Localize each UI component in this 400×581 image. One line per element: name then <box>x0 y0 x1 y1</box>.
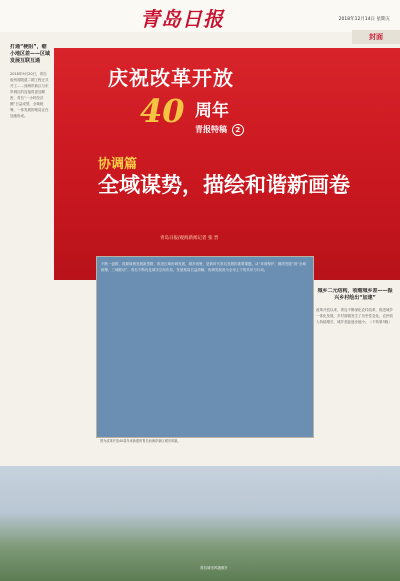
right-body-text: 改革开放以来，青岛不断深化农村改革，推进城乡一体化发展，乡村面貌发生了历史性变化，农民收入持续增长，城乡差距逐步缩小。（下转第3版） <box>316 308 393 324</box>
banner-title: 庆祝改革开放 <box>108 66 234 90</box>
series-number: 2 <box>232 124 244 136</box>
photo-caption: 图为改革开放40周年来新建的青岛西海岸新区城市风貌。 <box>100 439 181 443</box>
photo-overlay-text: 不断一盘棋，抓紧谋划发展新思路，推进区域协调发展，城乡统筹，是新时代青岛发展的重要课题。从“环湾保护、拥湾发展”到“全域统筹、三城联动”，青岛不断优化城市空间布局，发展格局日益清晰，协调发展成为全市上下的共识与行动。 <box>101 262 306 272</box>
date-line: 2018年12月14日 星期五 <box>338 17 390 22</box>
headline: 全域谋势，描绘和谐新画卷 <box>98 172 350 197</box>
anniversary-suffix: 周年 <box>195 101 229 121</box>
masthead <box>0 0 400 32</box>
byline: 青岛日报/观海新闻记者 张 晋 <box>160 236 219 241</box>
city-skyline-photo <box>0 466 400 581</box>
section-tag[interactable]: 封面 <box>352 30 400 44</box>
right-subhead: 城乡二元结构，收缩城乡差——振兴乡村绘出“加速” <box>317 288 393 301</box>
skyline-caption: 青岛城市风貌照片 <box>200 566 228 570</box>
left-body-text: 2018年9月20日，青岛胶州湾隧道二期工程正式开工……西海岸新区与东岸城区的连接将更加紧密，青岛“一小时经济圈”日益成型，全域统筹、一体发展的格局正在加速形成。 <box>10 72 49 118</box>
series-label <box>195 124 244 136</box>
newspaper-logo: 青岛日报 <box>140 7 224 31</box>
series-name: 青报特稿 <box>195 125 227 134</box>
feature-photo <box>96 256 314 438</box>
section-name: 协调篇 <box>98 157 138 172</box>
right-column <box>316 288 394 468</box>
anniversary-number: 40 <box>140 92 185 130</box>
left-subhead: 打通“梗阻”，缩小地区差——区域发展互联互通 <box>10 44 50 64</box>
